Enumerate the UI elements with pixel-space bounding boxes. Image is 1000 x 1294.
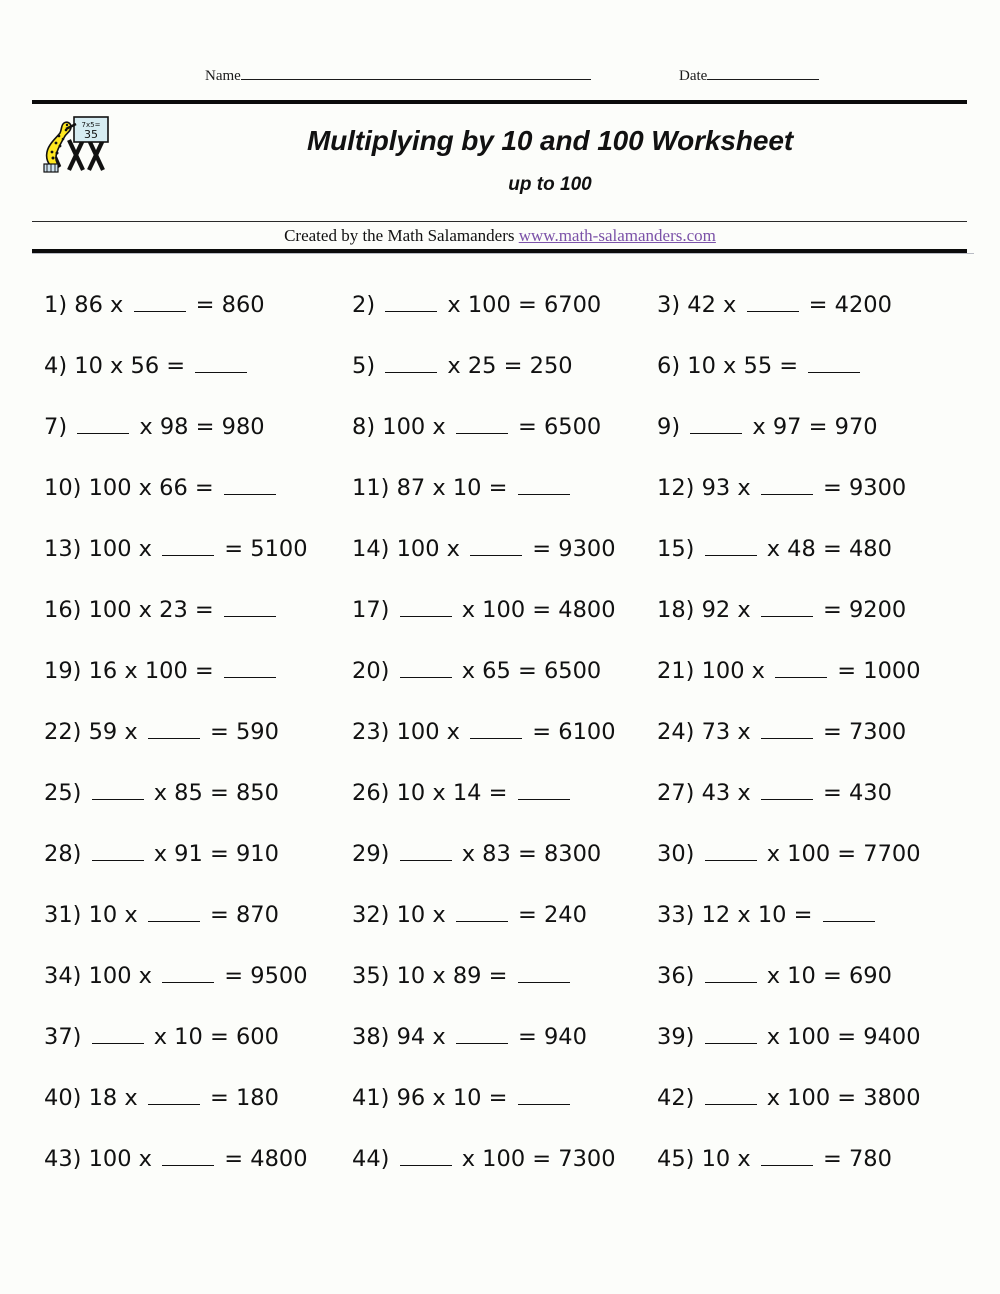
- answer-blank[interactable]: [761, 478, 813, 495]
- problem-text: 92 x: [701, 597, 758, 623]
- svg-text:7x5=: 7x5=: [81, 121, 101, 129]
- problem-number: 4): [44, 353, 75, 379]
- problem-text: = 9300: [525, 536, 616, 562]
- name-write-line[interactable]: [241, 66, 591, 80]
- problem-27[interactable]: [657, 776, 892, 810]
- problem-16[interactable]: [44, 593, 279, 627]
- problem-number: 35): [352, 963, 397, 989]
- problem-text: x 100 = 7300: [454, 1146, 616, 1172]
- answer-blank[interactable]: [148, 1088, 200, 1105]
- problem-text: = 7300: [815, 719, 907, 745]
- problem-number: 15): [657, 536, 702, 562]
- answer-blank[interactable]: [400, 661, 452, 678]
- problem-text: = 6100: [525, 719, 616, 745]
- problem-text: 10 x 55 =: [687, 353, 806, 379]
- problem-13[interactable]: [44, 532, 308, 566]
- answer-blank[interactable]: [761, 722, 813, 739]
- problem-text: = 6500: [510, 414, 602, 440]
- problem-number: 12): [657, 475, 702, 501]
- problem-text: x 65 = 6500: [454, 658, 602, 684]
- problem-row: [0, 288, 1000, 349]
- problem-number: 29): [352, 841, 397, 867]
- problem-text: 100 x 23 =: [88, 597, 221, 623]
- problem-text: 16 x 100 =: [88, 658, 221, 684]
- problem-number: 10): [44, 475, 89, 501]
- answer-blank[interactable]: [470, 722, 522, 739]
- problem-text: = 430: [815, 780, 892, 806]
- problem-36[interactable]: [657, 959, 892, 993]
- problem-10[interactable]: [44, 471, 279, 505]
- answer-blank[interactable]: [224, 661, 276, 678]
- problem-text: = 9300: [815, 475, 907, 501]
- problem-number: 26): [352, 780, 397, 806]
- problem-row: [0, 349, 1000, 410]
- problem-3[interactable]: [657, 288, 892, 322]
- problem-37[interactable]: [44, 1020, 279, 1054]
- answer-blank[interactable]: [456, 417, 508, 434]
- answer-blank[interactable]: [690, 417, 742, 434]
- problem-number: 36): [657, 963, 702, 989]
- problem-text: = 4200: [801, 292, 892, 318]
- answer-blank[interactable]: [775, 661, 827, 678]
- problem-text: 100 x: [88, 963, 160, 989]
- answer-blank[interactable]: [823, 905, 875, 922]
- date-write-line[interactable]: [707, 66, 819, 80]
- answer-blank[interactable]: [400, 844, 452, 861]
- problem-text: 10 x: [88, 902, 145, 928]
- problem-7[interactable]: [44, 410, 265, 444]
- problem-9[interactable]: [657, 410, 878, 444]
- problem-number: 5): [352, 353, 383, 379]
- problem-38[interactable]: [352, 1020, 587, 1054]
- answer-blank[interactable]: [134, 295, 186, 312]
- name-date-row: [0, 66, 1000, 92]
- problem-2[interactable]: [352, 288, 601, 322]
- problem-number: 28): [44, 841, 89, 867]
- answer-blank[interactable]: [761, 600, 813, 617]
- problem-number: 25): [44, 780, 89, 806]
- problem-row: [0, 776, 1000, 837]
- problem-row: [0, 898, 1000, 959]
- problem-text: = 860: [188, 292, 265, 318]
- problem-number: 22): [44, 719, 89, 745]
- answer-blank[interactable]: [400, 600, 452, 617]
- problem-number: 34): [44, 963, 89, 989]
- problem-number: 11): [352, 475, 397, 501]
- problem-text: 10 x 56 =: [74, 353, 193, 379]
- problem-number: 7): [44, 414, 75, 440]
- answer-blank[interactable]: [224, 600, 276, 617]
- answer-blank[interactable]: [705, 844, 757, 861]
- answer-blank[interactable]: [92, 844, 144, 861]
- problem-text: 10 x: [396, 902, 453, 928]
- problem-text: = 240: [510, 902, 587, 928]
- problem-14[interactable]: [352, 532, 616, 566]
- answer-blank[interactable]: [224, 478, 276, 495]
- problem-32[interactable]: [352, 898, 587, 932]
- problem-number: 16): [44, 597, 89, 623]
- problem-text: x 25 = 250: [440, 353, 573, 379]
- problem-number: 20): [352, 658, 397, 684]
- problem-text: 100 x: [88, 1146, 160, 1172]
- problem-28[interactable]: [44, 837, 279, 871]
- problem-45[interactable]: [657, 1142, 892, 1176]
- problem-39[interactable]: [657, 1020, 921, 1054]
- answer-blank[interactable]: [456, 905, 508, 922]
- problem-number: 43): [44, 1146, 89, 1172]
- credit-line: [0, 226, 1000, 246]
- problem-number: 33): [657, 902, 702, 928]
- credit-prefix: Created by the Math Salamanders: [284, 226, 519, 245]
- problem-33[interactable]: [657, 898, 878, 932]
- header-top-rule: [32, 100, 967, 104]
- problem-row: [0, 532, 1000, 593]
- problem-20[interactable]: [352, 654, 601, 688]
- problem-31[interactable]: [44, 898, 279, 932]
- problem-number: 32): [352, 902, 397, 928]
- answer-blank[interactable]: [400, 1149, 452, 1166]
- problem-text: x 98 = 980: [132, 414, 265, 440]
- problem-number: 23): [352, 719, 397, 745]
- problem-text: = 780: [815, 1146, 892, 1172]
- problem-35[interactable]: [352, 959, 573, 993]
- answer-blank[interactable]: [92, 1027, 144, 1044]
- problem-number: 27): [657, 780, 702, 806]
- problem-number: 45): [657, 1146, 702, 1172]
- problem-text: 100 x 66 =: [88, 475, 221, 501]
- problem-text: x 100 = 3800: [759, 1085, 921, 1111]
- problem-18[interactable]: [657, 593, 906, 627]
- problem-number: 17): [352, 597, 397, 623]
- problem-number: 42): [657, 1085, 702, 1111]
- problem-row: [0, 959, 1000, 1020]
- date-field-group[interactable]: [679, 66, 819, 85]
- problem-number: 40): [44, 1085, 89, 1111]
- date-label: Date: [679, 68, 708, 84]
- problem-text: 94 x: [396, 1024, 453, 1050]
- answer-blank[interactable]: [747, 295, 799, 312]
- problem-17[interactable]: [352, 593, 616, 627]
- problem-number: 18): [657, 597, 702, 623]
- math-salamanders-link[interactable]: www.math-salamanders.com: [518, 226, 716, 245]
- answer-blank[interactable]: [705, 1088, 757, 1105]
- answer-blank[interactable]: [162, 539, 214, 556]
- problem-text: x 100 = 6700: [440, 292, 602, 318]
- problem-text: x 100 = 7700: [759, 841, 921, 867]
- problem-text: = 9200: [815, 597, 907, 623]
- problem-row: [0, 1020, 1000, 1081]
- problem-text: = 4800: [217, 1146, 308, 1172]
- problem-15[interactable]: [657, 532, 892, 566]
- answer-blank[interactable]: [705, 966, 757, 983]
- problem-text: x 10 = 600: [146, 1024, 279, 1050]
- problem-text: = 5100: [217, 536, 308, 562]
- problem-number: 21): [657, 658, 702, 684]
- answer-blank[interactable]: [148, 722, 200, 739]
- problem-number: 38): [352, 1024, 397, 1050]
- problem-19[interactable]: [44, 654, 279, 688]
- problem-text: 42 x: [687, 292, 744, 318]
- answer-blank[interactable]: [518, 966, 570, 983]
- worksheet-subtitle: up to 100: [508, 173, 592, 195]
- problem-number: 37): [44, 1024, 89, 1050]
- problem-grid: [0, 288, 1000, 1203]
- name-field-group[interactable]: [205, 66, 591, 85]
- problem-text: x 100 = 4800: [454, 597, 616, 623]
- problem-number: 14): [352, 536, 397, 562]
- answer-blank[interactable]: [761, 1149, 813, 1166]
- problem-text: 43 x: [701, 780, 758, 806]
- problem-12[interactable]: [657, 471, 906, 505]
- svg-text:35: 35: [84, 128, 98, 141]
- problem-5[interactable]: [352, 349, 573, 383]
- answer-blank[interactable]: [385, 295, 437, 312]
- problem-number: 19): [44, 658, 89, 684]
- problem-29[interactable]: [352, 837, 601, 871]
- problem-42[interactable]: [657, 1081, 921, 1115]
- problem-text: = 180: [202, 1085, 279, 1111]
- problem-number: 9): [657, 414, 688, 440]
- problem-text: 100 x: [382, 414, 453, 440]
- answer-blank[interactable]: [77, 417, 129, 434]
- title-block: [130, 126, 970, 196]
- problem-text: = 9500: [217, 963, 308, 989]
- problem-1[interactable]: [44, 288, 265, 322]
- problem-number: 31): [44, 902, 89, 928]
- problem-24[interactable]: [657, 715, 906, 749]
- problem-number: 39): [657, 1024, 702, 1050]
- problem-11[interactable]: [352, 471, 573, 505]
- problem-25[interactable]: [44, 776, 279, 810]
- answer-blank[interactable]: [518, 478, 570, 495]
- problem-text: = 590: [202, 719, 279, 745]
- answer-blank[interactable]: [162, 966, 214, 983]
- answer-blank[interactable]: [92, 783, 144, 800]
- problem-text: x 100 = 9400: [759, 1024, 921, 1050]
- problem-number: 24): [657, 719, 702, 745]
- answer-blank[interactable]: [518, 783, 570, 800]
- problem-44[interactable]: [352, 1142, 616, 1176]
- header-mid-rule: [32, 221, 967, 222]
- problem-row: [0, 410, 1000, 471]
- answer-blank[interactable]: [456, 1027, 508, 1044]
- problem-row: [0, 837, 1000, 898]
- problem-text: 10 x 14 =: [396, 780, 515, 806]
- math-salamanders-logo: [36, 113, 118, 175]
- header-bottom-rule: [32, 249, 967, 253]
- problem-text: x 91 = 910: [146, 841, 279, 867]
- problem-8[interactable]: [352, 410, 601, 444]
- problem-row: [0, 1081, 1000, 1142]
- problem-21[interactable]: [657, 654, 921, 688]
- problem-text: x 85 = 850: [146, 780, 279, 806]
- answer-blank[interactable]: [705, 1027, 757, 1044]
- problem-number: 6): [657, 353, 688, 379]
- problem-text: x 48 = 480: [759, 536, 892, 562]
- problem-row: [0, 715, 1000, 776]
- problem-number: 13): [44, 536, 89, 562]
- worksheet-title: Multiplying by 10 and 100 Worksheet: [306, 125, 794, 156]
- problem-40[interactable]: [44, 1081, 279, 1115]
- problem-text: = 1000: [830, 658, 921, 684]
- problem-number: 41): [352, 1085, 397, 1111]
- problem-text: 10 x 89 =: [396, 963, 515, 989]
- answer-blank[interactable]: [385, 356, 437, 373]
- problem-4[interactable]: [44, 349, 250, 383]
- problem-number: 3): [657, 292, 688, 318]
- problem-text: = 940: [510, 1024, 587, 1050]
- problem-number: 44): [352, 1146, 397, 1172]
- problem-text: 100 x: [701, 658, 773, 684]
- problem-number: 2): [352, 292, 383, 318]
- problem-text: 10 x: [701, 1146, 758, 1172]
- problem-text: 93 x: [701, 475, 758, 501]
- problem-text: 96 x 10 =: [396, 1085, 515, 1111]
- problem-6[interactable]: [657, 349, 863, 383]
- problem-text: 59 x: [88, 719, 145, 745]
- problem-43[interactable]: [44, 1142, 308, 1176]
- problem-text: 100 x: [396, 536, 468, 562]
- answer-blank[interactable]: [761, 783, 813, 800]
- answer-blank[interactable]: [195, 356, 247, 373]
- problem-text: 73 x: [701, 719, 758, 745]
- problem-text: = 870: [202, 902, 279, 928]
- problem-number: 8): [352, 414, 383, 440]
- problem-34[interactable]: [44, 959, 308, 993]
- problem-26[interactable]: [352, 776, 573, 810]
- answer-blank[interactable]: [162, 1149, 214, 1166]
- problem-row: [0, 654, 1000, 715]
- problem-row: [0, 593, 1000, 654]
- problem-text: 18 x: [88, 1085, 145, 1111]
- problem-text: x 10 = 690: [759, 963, 892, 989]
- problem-text: 12 x 10 =: [701, 902, 820, 928]
- answer-blank[interactable]: [808, 356, 860, 373]
- problem-23[interactable]: [352, 715, 616, 749]
- problem-text: 100 x: [396, 719, 468, 745]
- problem-row: [0, 1142, 1000, 1203]
- problem-text: x 83 = 8300: [454, 841, 602, 867]
- problem-text: 87 x 10 =: [396, 475, 515, 501]
- problem-number: 1): [44, 292, 75, 318]
- problem-text: x 97 = 970: [745, 414, 878, 440]
- problem-41[interactable]: [352, 1081, 573, 1115]
- header-bottom-hairline: [32, 253, 974, 254]
- problem-30[interactable]: [657, 837, 921, 871]
- answer-blank[interactable]: [705, 539, 757, 556]
- problem-22[interactable]: [44, 715, 279, 749]
- answer-blank[interactable]: [518, 1088, 570, 1105]
- problem-text: 86 x: [74, 292, 131, 318]
- problem-number: 30): [657, 841, 702, 867]
- name-label: Name: [205, 68, 241, 84]
- problem-text: 100 x: [88, 536, 160, 562]
- answer-blank[interactable]: [148, 905, 200, 922]
- problem-row: [0, 471, 1000, 532]
- answer-blank[interactable]: [470, 539, 522, 556]
